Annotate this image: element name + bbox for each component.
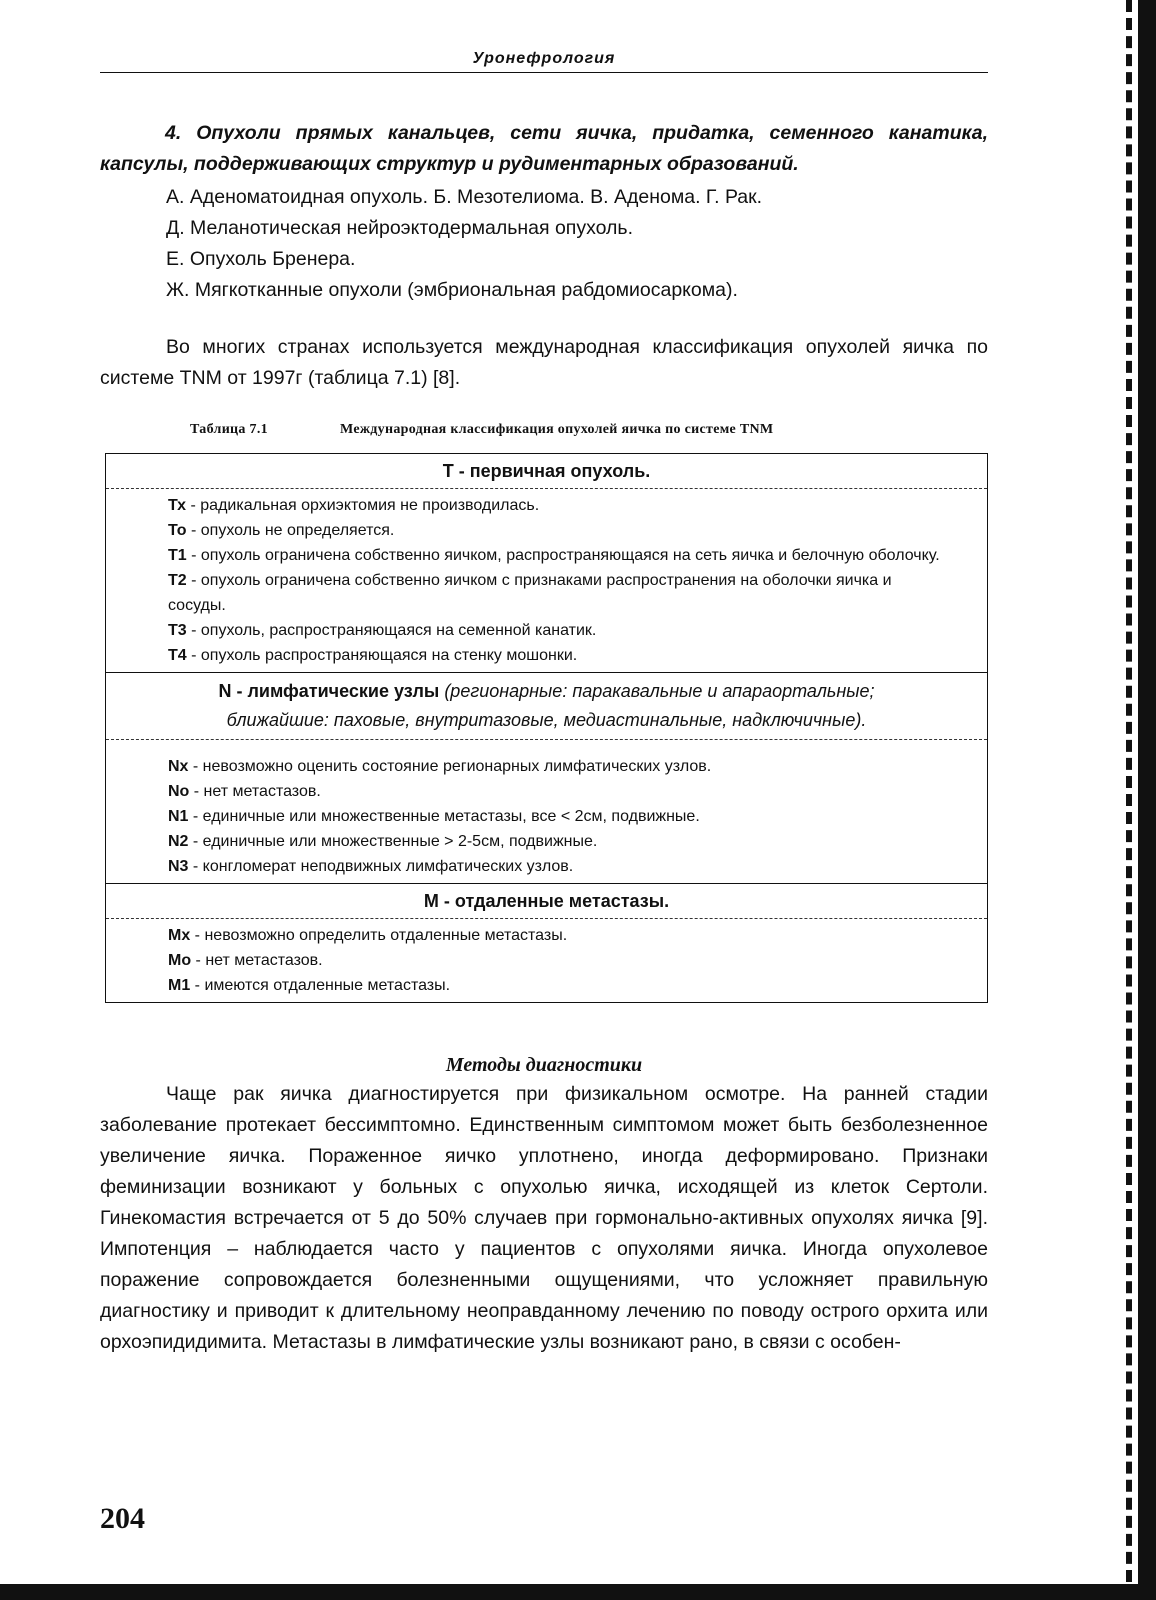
row-text: - опухоль не определяется. [186, 522, 395, 539]
page-number: 204 [100, 1502, 145, 1535]
row-code: Т4 [168, 647, 187, 664]
row-text: - опухоль ограничена собственно яичком, распространяющаяся на сеть яичка и белочную оболочку. [186, 547, 940, 564]
tnm-table [105, 453, 988, 1003]
running-head: Уронефрология [100, 50, 988, 73]
t-section-heading: Т - первичная опухоль. [106, 454, 987, 489]
row-code: Т3 [168, 622, 187, 639]
m-section [106, 884, 987, 1002]
table-row [168, 543, 947, 568]
table-row [168, 829, 947, 854]
row-text: - невозможно оценить состояние регионарных лимфатических узлов. [188, 758, 712, 775]
methods-paragraph: Чаще рак яичка диагностируется при физикальном осмотре. На ранней стадии заболевание протекает бессимптомно. Единственным симптомом может быть безболезненное увеличение яичка. Пораженное яичко уплотнено, иногда деформировано. Признаки феминизации возникают у больных с опухолью яичка, исходящей из клеток Сертоли. Гинекомастия встречается от 5 до 50% случаев при гормонально-активных опухолях яичка [9]. Импотенция – наблюдается часто у пациентов с опухолями яичка. Иногда опухолевое поражение сопровождается болезненными ощущениями, что усложняет правильную диагностику и приводит к длительному неоправданному лечению по поводу острого орхита или орхоэпидидимита. Метастазы в лимфатические узлы возникают рано, в связи с особен- [100, 1083, 988, 1353]
table-row [168, 804, 947, 829]
n-heading-text: N - лимфатические узлы [218, 681, 440, 701]
list-item: А. Аденоматоидная опухоль. Б. Мезотелиома. В. Аденома. Г. Рак. [166, 186, 763, 208]
table-row [168, 518, 947, 543]
table-caption-label: Таблица 7.1 [190, 422, 268, 437]
m-section-heading: М - отдаленные метастазы. [106, 884, 987, 919]
table-caption-title: Международная классификация опухолей яичка по системе TNM [340, 422, 774, 437]
table-row [168, 854, 947, 879]
scan-edge-bottom [0, 1584, 1156, 1600]
row-text: - опухоль распространяющаяся на стенку мошонки. [186, 647, 578, 664]
table-row [168, 568, 947, 618]
row-code: N3 [168, 858, 189, 875]
list-item: Ж. Мягкотканные опухоли (эмбриональная рабдомиосаркома). [166, 279, 738, 301]
table-row [168, 923, 947, 948]
row-text: - конгломерат неподвижных лимфатических узлов. [188, 858, 574, 875]
row-text: - опухоль, распространяющаяся на семенной канатик. [186, 622, 597, 639]
row-code: Т2 [168, 572, 187, 589]
table-row [168, 618, 947, 643]
n-section-heading [106, 673, 987, 740]
row-text: - нет метастазов. [189, 783, 321, 800]
row-code: Т1 [168, 547, 187, 564]
table-row [168, 643, 947, 668]
t-section-body [106, 489, 987, 672]
row-code: Мо [168, 952, 192, 969]
row-text: - единичные или множественные метастазы, все < 2см, подвижные. [188, 808, 700, 825]
row-code: No [168, 783, 190, 800]
row-code: Мх [168, 927, 191, 944]
list-item: Д. Меланотическая нейроэктодермальная опухоль. [166, 217, 634, 239]
table-row [168, 754, 947, 779]
list-item: Е. Опухоль Бренера. [166, 248, 356, 270]
row-code: N1 [168, 808, 189, 825]
row-code: Тх [168, 497, 187, 514]
section-heading: 4. Опухоли прямых канальцев, сети яичка, придатка, семенного канатика, капсулы, поддерживающих структур и рудиментарных образований. [100, 122, 988, 175]
tumor-type-list [100, 182, 988, 306]
methods-heading: Методы диагностики [445, 1054, 643, 1076]
table-row [168, 973, 947, 998]
table-row [168, 493, 947, 518]
scan-edge-right [1126, 0, 1156, 1600]
page-content [100, 118, 988, 1358]
row-text: - опухоль ограничена собственно яичком с признаками распространения на оболочки яичка и сосуды. [168, 572, 892, 614]
table-row [168, 948, 947, 973]
row-code: То [168, 522, 187, 539]
row-text: - невозможно определить отдаленные метастазы. [190, 927, 568, 944]
n-section [106, 673, 987, 884]
n-section-body [106, 740, 987, 883]
row-text: - нет метастазов. [191, 952, 323, 969]
table-caption [190, 414, 988, 445]
row-text: - имеются отдаленные метастазы. [190, 977, 451, 994]
table-row [168, 779, 947, 804]
row-text: - радикальная орхиэктомия не производилась. [186, 497, 540, 514]
n-heading-note: (регионарные: паракавальные и апараортальные; ближайшие: паховые, внутритазовые, медиастинальные, надключичные). [226, 681, 875, 730]
intro-paragraph: Во многих странах используется международная классификация опухолей яичка по системе TNM от 1997г (таблица 7.1) [8]. [100, 336, 988, 389]
row-text: - единичные или множественные > 2-5см, подвижные. [188, 833, 598, 850]
row-code: М1 [168, 977, 191, 994]
row-code: Nx [168, 758, 189, 775]
m-section-body [106, 919, 987, 1002]
row-code: N2 [168, 833, 189, 850]
t-section [106, 454, 987, 673]
